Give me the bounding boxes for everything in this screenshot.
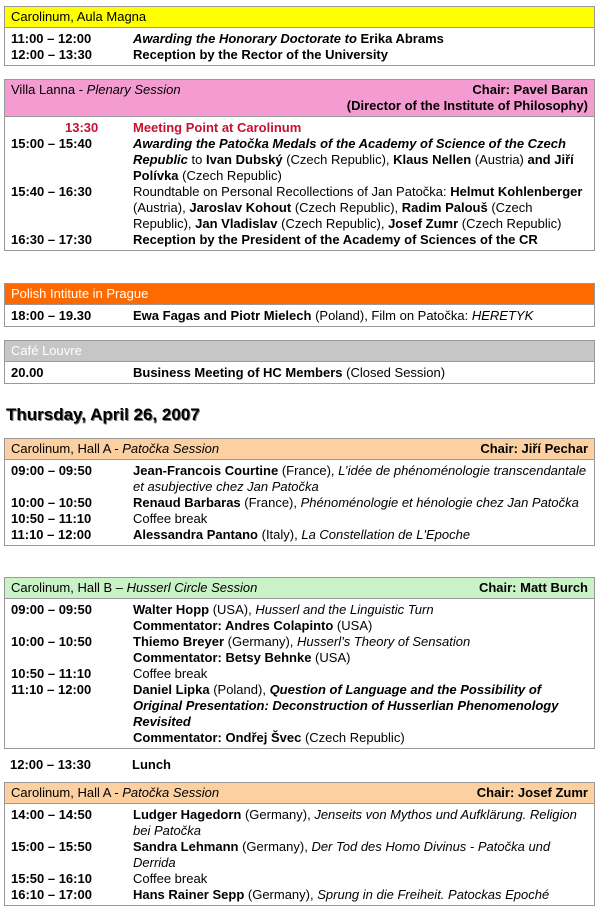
country: (Germany), <box>241 807 315 822</box>
schedule-row <box>5 682 594 746</box>
time-label: 10:50 – 11:10 <box>11 666 92 681</box>
schedule-row <box>5 47 594 63</box>
chair-label: Chair: Pavel Baran <box>472 82 588 97</box>
speaker-name: Daniel Lipka <box>133 682 210 697</box>
venue-label: Villa Lanna - <box>11 82 87 97</box>
time-label: 10:00 – 10:50 <box>11 634 92 649</box>
break-label: Coffee break <box>133 871 208 886</box>
talk-title: L’idée de phénoménologie transcendantale et asubjective chez Jan Patočka <box>133 463 587 494</box>
schedule-row <box>5 463 594 495</box>
person-name: Jaroslav Kohout <box>189 200 292 215</box>
honoree-name: Erika Abrams <box>356 31 444 46</box>
speaker-name: Alessandra Pantano <box>133 527 258 542</box>
person-name: Radim Palouš <box>401 200 488 215</box>
talk-title: Husserl’s Theory of Sensation <box>297 634 471 649</box>
lunch-label: Lunch <box>132 757 171 772</box>
country: (France), <box>278 463 339 478</box>
commentator: Commentator: <box>133 730 226 745</box>
schedule-row <box>5 136 594 184</box>
villa-lanna-block <box>4 79 595 251</box>
time-label: 13:30 <box>65 120 99 135</box>
person-name: and Jiří Polívka <box>133 152 574 183</box>
time-label: 12:00 – 13:30 <box>10 757 91 772</box>
chair-label: Chair: Jiří Pechar <box>480 441 588 456</box>
country: (Czech Republic), <box>133 200 533 231</box>
speaker-name: Thiemo Breyer <box>133 634 225 649</box>
time-label: 11:10 – 12:00 <box>11 527 92 542</box>
country: (Germany), <box>224 634 298 649</box>
talk-title: Question of Language and the Possibility of Original Presentation: Deconstruction of Husserlian Phenomenology Revisited <box>133 682 559 729</box>
schedule-row <box>5 120 594 136</box>
country: (Czech Republic), <box>291 200 402 215</box>
country: (Germany), <box>238 839 312 854</box>
schedule-row <box>5 887 594 903</box>
time-label: 15:00 – 15:40 <box>11 136 92 151</box>
time-label: 12:00 – 13:30 <box>11 47 92 62</box>
event-title: Business Meeting of HC Members <box>133 365 343 380</box>
schedule-row <box>5 602 594 634</box>
speaker-name: Ludger Hagedorn <box>133 807 242 822</box>
hall-a-afternoon-block <box>4 782 595 906</box>
time-label: 15:50 – 16:10 <box>11 871 92 886</box>
venue-label: Carolinum, Hall A - <box>11 441 123 456</box>
session-label: Plenary Session <box>86 82 181 97</box>
time-label: 10:50 – 11:10 <box>11 511 92 526</box>
country: (Germany), <box>244 887 318 902</box>
schedule-row <box>5 184 594 232</box>
lunch-row <box>4 757 595 773</box>
person-name: Ewa Fagas and Piotr Mielech <box>133 308 312 323</box>
time-label: 10:00 – 10:50 <box>11 495 92 510</box>
chair-subtitle: (Director of the Institute of Philosophy) <box>346 98 588 113</box>
text-fragment: (Poland), Film on Patočka: <box>311 308 472 323</box>
person-name: Ivan Dubský <box>205 152 283 167</box>
person-name: Klaus Nellen <box>393 152 472 167</box>
time-label: 16:30 – 17:30 <box>11 232 92 247</box>
country: (France), <box>240 495 301 510</box>
schedule-row <box>5 308 594 324</box>
country: (Czech Republic) <box>301 730 405 745</box>
session-label: Patočka Session <box>122 785 220 800</box>
venue-label: Café Louvre <box>11 343 82 358</box>
schedule-row <box>5 634 594 666</box>
talk-title: Jenseits von Mythos und Aufklärung. Religion bei Patočka <box>133 807 577 838</box>
schedule-row <box>5 807 594 839</box>
schedule-row <box>5 511 594 527</box>
person-name: Helmut Kohlenberger <box>450 184 583 199</box>
commentator: Commentator: Betsy Behnke <box>133 650 312 665</box>
event-title: Awarding the Patočka Medals of the Academy of Science of the Czech Republic <box>133 136 566 167</box>
time-label: 18:00 – 19.30 <box>11 308 92 323</box>
text-fragment: to <box>187 152 206 167</box>
schedule-row <box>5 232 594 248</box>
hall-a-morning-block <box>4 438 595 546</box>
event-title: Roundtable on Personal Recollections of Jan Patočka: <box>133 184 451 199</box>
talk-title: Husserl and the Linguistic Turn <box>255 602 434 617</box>
schedule-row <box>5 495 594 511</box>
polish-institute-block <box>4 283 595 327</box>
venue-label: Carolinum, Hall A - <box>11 785 123 800</box>
venue-label: Carolinum, Aula Magna <box>11 9 147 24</box>
speaker-name: Renaud Barbaras <box>133 495 241 510</box>
time-label: 20.00 <box>11 365 44 380</box>
country: (Czech Republic), <box>282 152 394 167</box>
commentator: Commentator: Andres Colapinto <box>133 618 334 633</box>
polish-institute-header <box>5 284 594 305</box>
day-heading: Thursday, April 26, 2007 <box>6 405 200 424</box>
country: (Austria) <box>471 152 528 167</box>
villa-lanna-header <box>5 80 594 117</box>
session-label: Patočka Session <box>122 441 220 456</box>
cafe-louvre-header <box>5 341 594 362</box>
time-label: 15:00 – 15:50 <box>11 839 92 854</box>
country: (USA) <box>333 618 373 633</box>
chair-label: Chair: Matt Burch <box>478 580 588 595</box>
time-label: 16:10 – 17:00 <box>11 887 92 902</box>
break-label: Coffee break <box>133 666 208 681</box>
person-name: Josef Zumr <box>388 216 459 231</box>
event-title: Reception by the Rector of the University <box>133 47 388 62</box>
venue-label: Carolinum, Hall B – <box>11 580 127 595</box>
country: (Austria), <box>133 200 190 215</box>
schedule-row <box>5 839 594 871</box>
schedule-row <box>5 527 594 543</box>
schedule-row <box>5 666 594 682</box>
text-fragment: (Closed Session) <box>342 365 446 380</box>
talk-title: Phénoménologie et hénologie chez Jan Patočka <box>300 495 579 510</box>
session-label: Husserl Circle Session <box>126 580 258 595</box>
country: (Poland), <box>209 682 270 697</box>
country: (USA), <box>209 602 256 617</box>
event-title: Meeting Point at Carolinum <box>133 120 302 135</box>
hall-a-header <box>5 783 594 804</box>
person-name: Jan Vladislav <box>195 216 278 231</box>
schedule-row <box>5 871 594 887</box>
hall-b-block <box>4 577 595 749</box>
speaker-name: Hans Rainer Sepp <box>133 887 245 902</box>
country: (USA) <box>311 650 351 665</box>
event-title: Reception by the President of the Academy of Sciences of the CR <box>133 232 538 247</box>
time-label: 09:00 – 09:50 <box>11 602 92 617</box>
aula-magna-block <box>4 6 595 66</box>
hall-a-header <box>5 439 594 460</box>
time-label: 11:10 – 12:00 <box>11 682 92 697</box>
country: (Czech Republic), <box>277 216 389 231</box>
country: (Italy), <box>258 527 302 542</box>
chair-label: Chair: Josef Zumr <box>476 785 588 800</box>
event-title: Awarding the Honorary Doctorate to <box>133 31 357 46</box>
country: (Czech Republic) <box>458 216 562 231</box>
speaker-name: Jean-Francois Courtine <box>133 463 279 478</box>
venue-label: Polish Intitute in Prague <box>11 286 149 301</box>
talk-title: Sprung in die Freiheit. Patockas Epoché <box>317 887 550 902</box>
country: (Czech Republic) <box>178 168 282 183</box>
schedule-row <box>5 365 594 381</box>
break-label: Coffee break <box>133 511 208 526</box>
time-label: 09:00 – 09:50 <box>11 463 92 478</box>
cafe-louvre-block <box>4 340 595 384</box>
hall-b-header <box>5 578 594 599</box>
speaker-name: Walter Hopp <box>133 602 210 617</box>
time-label: 15:40 – 16:30 <box>11 184 92 199</box>
time-label: 14:00 – 14:50 <box>11 807 92 822</box>
film-title: HERETYK <box>471 308 534 323</box>
talk-title: La Constellation de L'Epoche <box>301 527 471 542</box>
commentator-name: Ondřej Švec <box>225 730 302 745</box>
schedule-row <box>5 31 594 47</box>
speaker-name: Sandra Lehmann <box>133 839 239 854</box>
talk-title: Der Tod des Homo Divinus - Patočka und Derrida <box>133 839 551 870</box>
time-label: 11:00 – 12:00 <box>11 31 92 46</box>
aula-magna-header <box>5 7 594 28</box>
